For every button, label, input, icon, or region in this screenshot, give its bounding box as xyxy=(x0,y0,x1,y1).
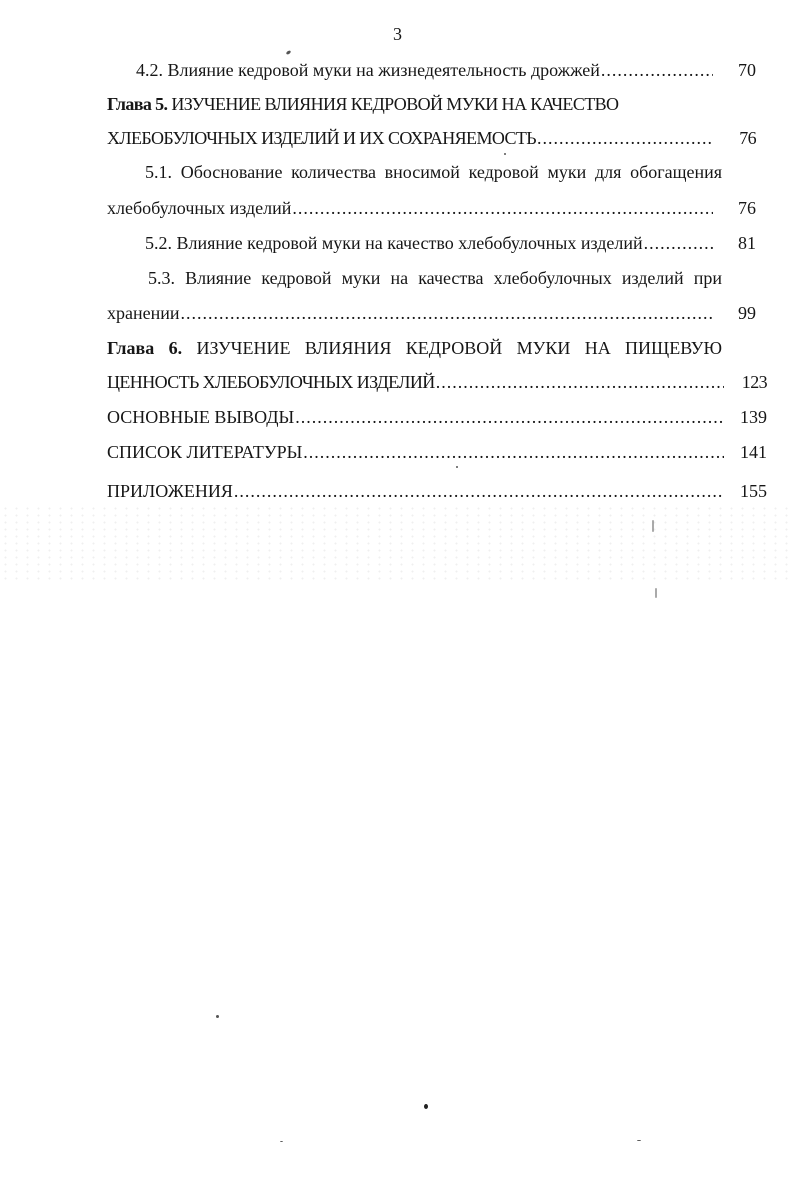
scan-speck xyxy=(424,1104,428,1109)
toc-entry-text: ОСНОВНЫЕ ВЫВОДЫ xyxy=(107,407,295,427)
chapter-prefix: Глава 5. xyxy=(107,94,168,114)
toc-page-number: 70 xyxy=(738,60,756,80)
scan-speck xyxy=(652,520,654,532)
dot-leader xyxy=(295,405,724,429)
dot-leader xyxy=(181,301,713,325)
toc-page-number: 99 xyxy=(738,303,756,323)
toc-page-number: 76 xyxy=(739,128,756,148)
dot-leader xyxy=(436,370,724,394)
dot-leader xyxy=(644,231,713,255)
toc-chapter-5-line2 xyxy=(107,126,756,150)
dot-leader xyxy=(601,58,713,82)
toc-chapter-6-line2 xyxy=(107,370,767,394)
scan-speck xyxy=(456,466,458,468)
toc-entry-5-3-line2 xyxy=(107,301,756,325)
toc-entry-5-1-line2 xyxy=(107,196,756,220)
toc-entry-appendices xyxy=(107,479,767,503)
toc-entry-conclusions xyxy=(107,405,767,429)
toc-entry-references xyxy=(107,440,767,464)
toc-entry-5-1-line1: 5.1. Обоснование количества вносимой кедровой муки для обогащения xyxy=(145,162,722,182)
toc-page-number: 123 xyxy=(741,372,767,392)
toc-entry-text: ПРИЛОЖЕНИЯ xyxy=(107,481,233,501)
scan-speck xyxy=(280,1141,283,1142)
dot-leader xyxy=(292,196,713,220)
scan-speck xyxy=(504,153,506,155)
toc-entry-text: 5.2. Влияние кедровой муки на качество хлебобулочных изделий xyxy=(145,233,643,253)
toc-entry-text: хранении xyxy=(107,303,180,323)
chapter-title-line2: ХЛЕБОБУЛОЧНЫХ ИЗДЕЛИЙ И ИХ СОХРАНЯЕМОСТЬ xyxy=(107,128,537,148)
dot-leader xyxy=(234,479,724,503)
toc-entry-5-3-line1: 5.3. Влияние кедровой муки на качества хлебобулочных изделий при xyxy=(148,268,722,288)
dot-leader xyxy=(537,126,713,150)
toc-page-number: 141 xyxy=(740,442,767,462)
chapter-prefix: Глава 6. xyxy=(107,338,183,358)
toc-page-number: 76 xyxy=(738,198,756,218)
chapter-title-line1: ИЗУЧЕНИЕ ВЛИЯНИЯ КЕДРОВОЙ МУКИ НА КАЧЕСТВО xyxy=(171,94,619,114)
chapter-title-line1: ИЗУЧЕНИЕ ВЛИЯНИЯ КЕДРОВОЙ МУКИ НА ПИЩЕВУЮ xyxy=(196,338,722,358)
scan-speck xyxy=(286,50,292,55)
toc-page-number: 81 xyxy=(738,233,756,253)
toc-entry-text: СПИСОК ЛИТЕРАТУРЫ xyxy=(107,442,303,462)
toc-page-number: 139 xyxy=(740,407,767,427)
dot-leader xyxy=(303,440,724,464)
toc-entry-text: хлебобулочных изделий xyxy=(107,198,292,218)
scan-speck xyxy=(655,588,657,598)
toc-chapter-6-line1 xyxy=(107,336,722,360)
chapter-title-line2: ЦЕННОСТЬ ХЛЕБОБУЛОЧНЫХ ИЗДЕЛИЙ xyxy=(107,372,435,392)
toc-chapter-5-line1 xyxy=(107,92,677,116)
toc-entry-4-2 xyxy=(136,58,756,82)
scan-speck xyxy=(637,1140,641,1141)
toc-page-number: 155 xyxy=(740,481,767,501)
scan-noise-band xyxy=(0,505,795,580)
toc-entry-text: 4.2. Влияние кедровой муки на жизнедеятельность дрожжей xyxy=(136,60,600,80)
scan-speck xyxy=(216,1015,219,1018)
toc-entry-5-2 xyxy=(145,231,756,255)
page-number: 3 xyxy=(393,24,402,44)
